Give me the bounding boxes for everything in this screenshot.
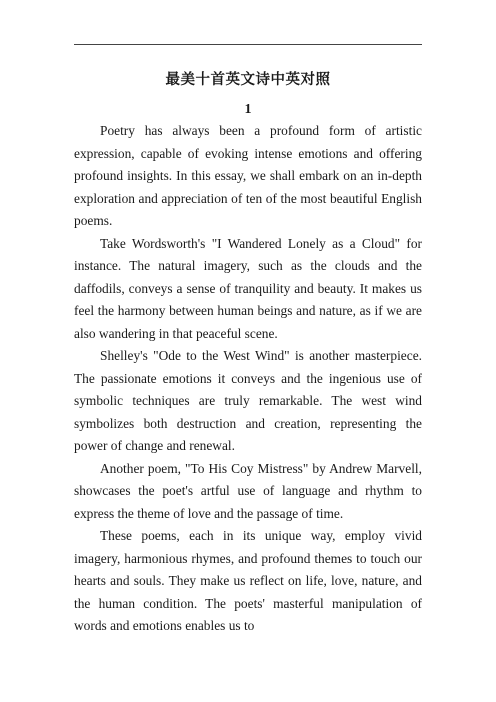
paragraph: Poetry has always been a profound form of artistic expression, capable of evoking intense emotions and offering profound insights. In this essay, we shall embark on an in-depth exploration and appreciation of ten of the most beautiful English poems. (74, 123, 422, 228)
section-number: 1 (244, 102, 252, 117)
header-rule (74, 44, 422, 45)
paragraph: Take Wordsworth's "I Wandered Lonely as a Cloud" for instance. The natural imagery, such as the clouds and the daffodils, conveys a sense of tranquility and beauty. It makes us feel the harmony between human beings and nature, as if we are also wandering in that peaceful scene. (74, 235, 422, 341)
paragraph: Another poem, "To His Coy Mistress" by Andrew Marvell, showcases the poet's artful use of language and rhythm to express the theme of love and the passage of time. (74, 460, 422, 521)
document-body (74, 120, 422, 638)
paragraph: Shelley's "Ode to the West Wind" is another masterpiece. The passionate emotions it conveys and the ingenious use of symbolic techniques are truly remarkable. The west wind symbolizes both destruction and creation, representing the power of change and renewal. (74, 348, 422, 453)
paragraph: These poems, each in its unique way, employ vivid imagery, harmonious rhymes, and profound themes to touch our hearts and souls. They make us reflect on life, love, nature, and the human condition. The poets' masterful manipulation of words and emotions enables us to (74, 528, 422, 633)
document-title: 最美十首英文诗中英对照 (165, 72, 331, 88)
